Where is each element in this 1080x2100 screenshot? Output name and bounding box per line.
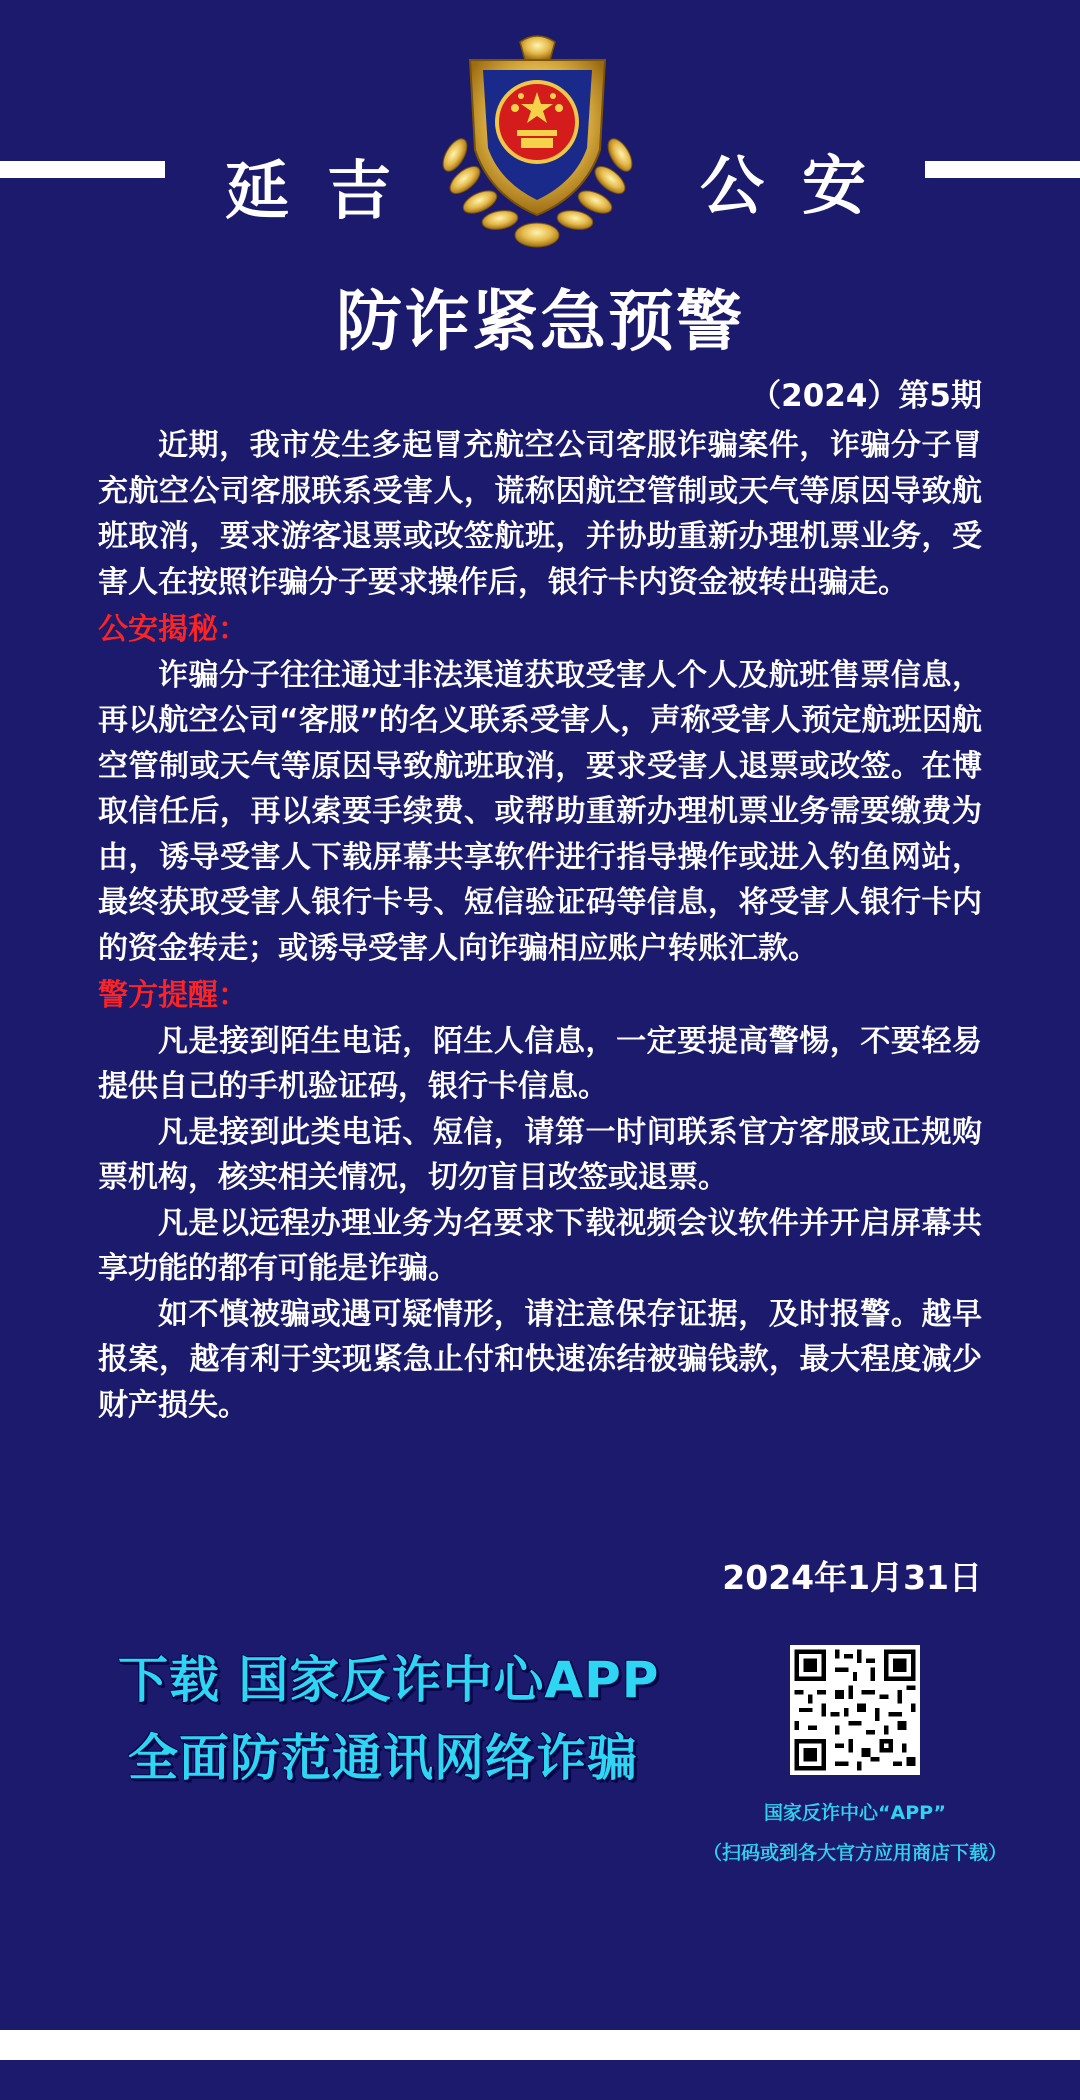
notice-date: 2024年1月31日 [722,1558,982,1597]
reminder-item: 凡是以远程办理业务为名要求下载视频会议软件并开启屏幕共享功能的都有可能是诈骗。 [98,1205,982,1286]
qr-caption: 国家反诈中心“APP” [764,1802,946,1824]
footer-divider [0,2030,1080,2060]
header-right-text: 公安 [700,149,904,224]
reveal-heading: 公安揭秘： [98,612,248,647]
reminder-item: 凡是接到此类电话、短信，请第一时间联系官方客服或正规购票机构，核实相关情况，切勿盲目改签或退票。 [98,1114,982,1195]
reminder-item: 凡是接到陌生电话，陌生人信息，一定要提高警惕，不要轻易提供自己的手机验证码，银行卡信息。 [98,1023,982,1104]
reveal-paragraph: 诈骗分子往往通过非法渠道获取受害人个人及航班售票信息，再以航空公司“客服”的名义联系受害人，声称受害人预定航班因航空管制或天气等原因导致航班取消，要求受害人退票或改签。在博取信任后，再以索要手续费、或帮助重新办理机票业务需要缴费为由，诱导受害人下载屏幕共享软件进行指导操作或进入钓鱼网站，最终获取受害人银行卡号、短信验证码等信息，将受害人银行卡内的资金转走；或诱导受害人向诈骗相应账户转账汇款。 [98,657,982,966]
header-divider-right [925,161,1080,178]
cta-line-slogan: 全面防范通讯网络诈骗 [128,1729,638,1787]
qr-code-icon[interactable] [790,1645,920,1775]
page-title: 防诈紧急预警 [336,283,744,360]
reminder-item: 如不慎被骗或遇可疑情形，请注意保存证据，及时报警。越早报案，越有利于实现紧急止付和快速冻结被骗钱款，最大程度减少财产损失。 [98,1296,982,1423]
notice-body [98,423,982,1428]
police-emblem-icon [425,30,650,255]
header-left-text: 延吉 [225,154,429,229]
issue-number: （2024）第5期 [750,378,982,414]
qr-subcaption: （扫码或到各大官方应用商店下载） [702,1842,1007,1864]
header-divider-left [0,161,165,178]
reminder-heading: 警方提醒： [98,978,248,1013]
cta-line-download: 下载 国家反诈中心APP [118,1651,660,1709]
intro-paragraph: 近期，我市发生多起冒充航空公司客服诈骗案件，诈骗分子冒充航空公司客服联系受害人，谎称因航空管制或天气等原因导致航班取消，要求游客退票或改签航班，并协助重新办理机票业务，受害人在按照诈骗分子要求操作后，银行卡内资金被转出骗走。 [98,428,982,600]
